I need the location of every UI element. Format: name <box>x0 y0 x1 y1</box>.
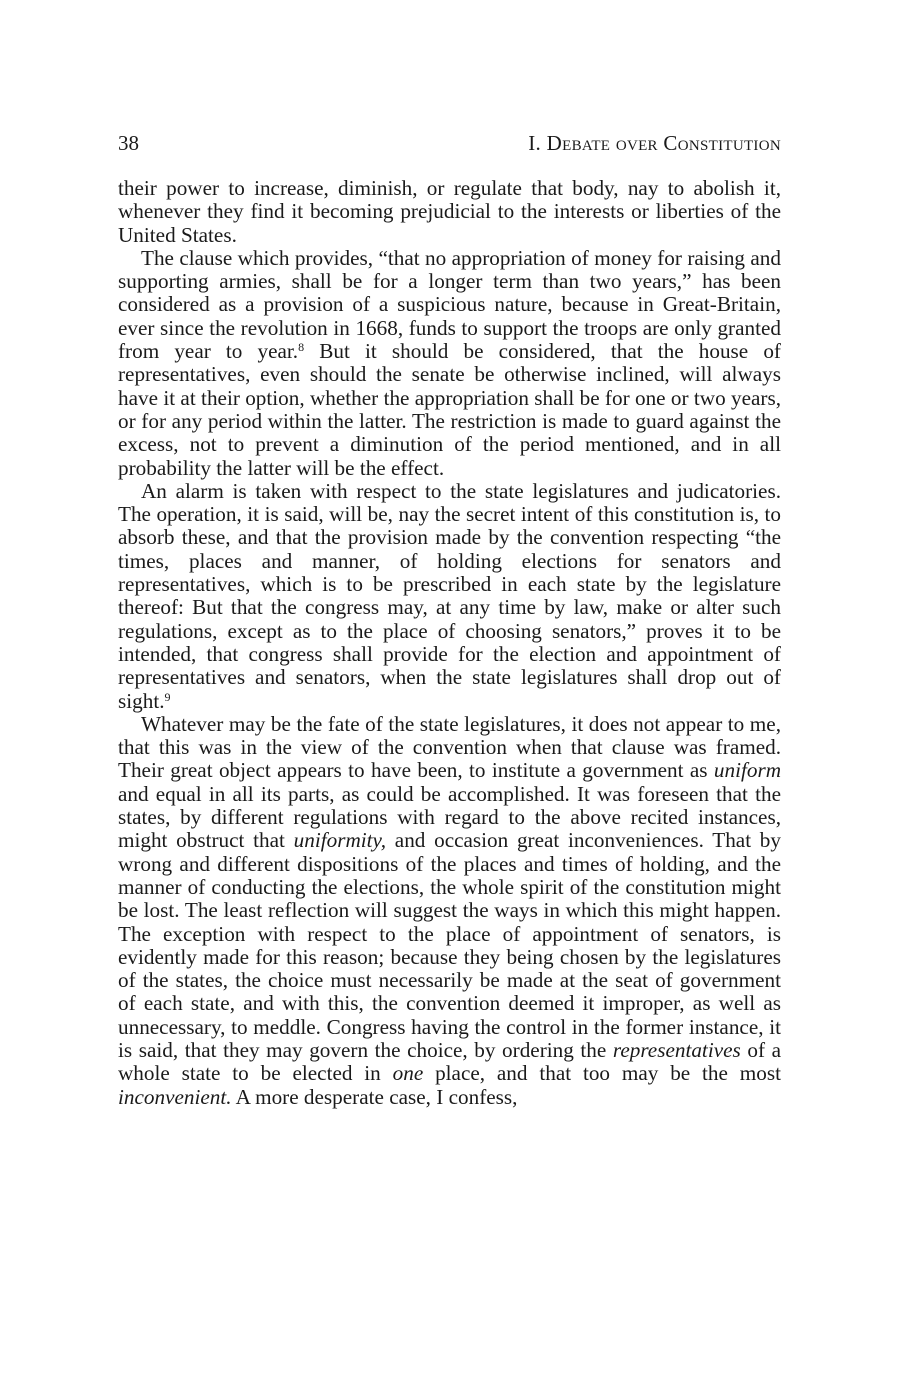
page-number: 38 <box>118 131 139 155</box>
italic-text: inconvenient. <box>118 1084 232 1109</box>
text-run: and occasion great inconveniences. That by wrong and different dispositions of the places and times of holding, and the manner of conducting the elections, the whole spirit of the constitution might be lost. The least reflection will suggest the ways in which this might happen. The exception with respect to the place of appointment of senators, is evidently made for this reason; because they being chosen by the legislatures of the states, the choice must necessarily be made at the seat of government of each state, and with this, the convention deemed it improper, as well as unnecessary, to meddle. Congress having the control in the former instance, it is said, that they may govern the choice, by ordering the <box>118 828 781 1062</box>
text-run: A more desperate case, I confess, <box>231 1084 518 1109</box>
text-run: their power to increase, diminish, or regulate that body, nay to abolish it, whenever they find it becoming prejudicial to the interests or liberties of the United States. <box>118 176 781 247</box>
italic-text: uniformity, <box>293 828 387 853</box>
text-run: An alarm is taken with respect to the state legislatures and judicatories. The operation, it is said, will be, nay the secret intent of this constitution is, to absorb these, and that the provision made by the convention respecting “the times, places and manner, of holding elections for senators and representatives, which is to be prescribed in each state by the legislature thereof: But that the congress may, at any time by law, make or alter such regulations, except as to the place of choosing senators,” proves it to be intended, that congress shall provide for the election and appointment of representatives and senators, when the state legislatures shall drop out of sight. <box>118 478 781 713</box>
italic-text: uniform <box>713 758 781 783</box>
paragraph <box>118 480 781 713</box>
italic-text: one <box>392 1061 424 1086</box>
paragraph <box>118 247 781 480</box>
text-run: and equal in all its parts, as could be accomplished. It was foreseen that the states, by different regulations with regard to the above recited instances, might obstruct that <box>118 781 781 853</box>
footnote-marker: 8 <box>298 340 305 355</box>
running-head <box>118 128 781 158</box>
text-run: of a whole state to be elected in <box>118 1037 781 1086</box>
running-title: I. Debate over Constitution <box>528 131 781 155</box>
body-text <box>118 177 781 1109</box>
text-run: place, and that too may be the most <box>423 1061 781 1086</box>
text-run: The clause which provides, “that no appropriation of money for raising and supporting armies, shall be for a longer term than two years,” has been considered as a provision of a suspicious nature, because in Great-Britain, ever since the revolution in 1668, funds to support the troops are only granted from year to year. <box>118 245 781 364</box>
paragraph <box>118 177 781 247</box>
paragraph <box>118 713 781 1109</box>
text-run: But it should be considered, that the house of representatives, even should the senate be otherwise inclined, will always have it at their option, whether the appropriation shall be for one or two years, or for any period within the latter. The restriction is made to guard against the excess, not to prevent a diminution of the period mentioned, and in all probability the latter will be the effect. <box>118 339 781 480</box>
text-run: Whatever may be the fate of the state legislatures, it does not appear to me, that this was in the view of the convention when that clause was framed. Their great object appears to have been, to institute a government as <box>118 711 781 783</box>
italic-text: representatives <box>612 1037 741 1062</box>
footnote-marker: 9 <box>164 689 171 704</box>
